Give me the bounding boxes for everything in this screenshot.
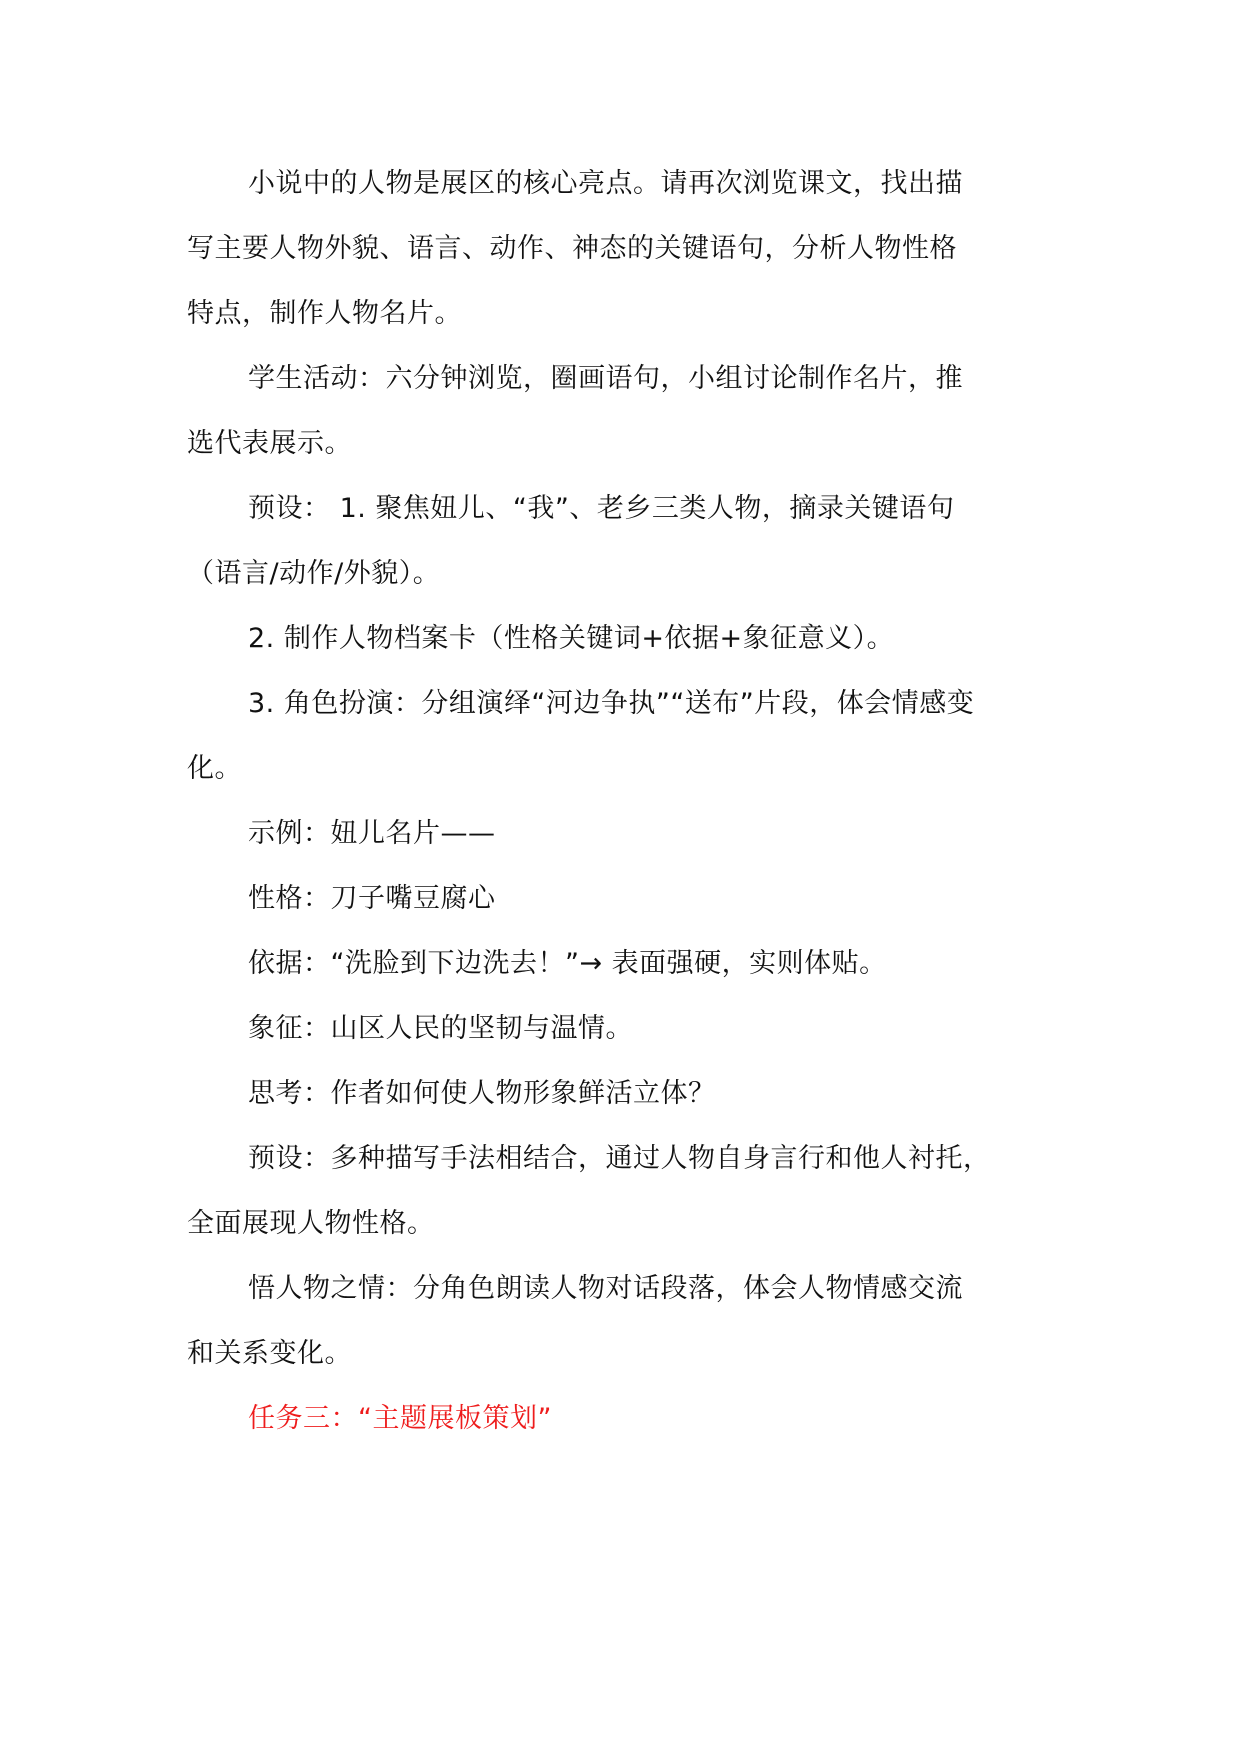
paragraph-line: 选代表展示。 [187, 428, 352, 459]
paragraph-line: （语言/动作/外貌）。 [187, 558, 441, 589]
paragraph-line: 特点，制作人物名片。 [187, 298, 462, 329]
paragraph-line: 预设： 1. 聚焦妞儿、“我”、老乡三类人物，摘录关键语句 [248, 493, 955, 524]
paragraph-line: 全面展现人物性格。 [187, 1208, 435, 1239]
paragraph-line: 性格：刀子嘴豆腐心 [248, 883, 496, 914]
paragraph-line: 3. 角色扮演：分组演绎“河边争执”“送布”片段，体会情感变 [248, 688, 975, 719]
paragraph-line: 象征：山区人民的坚韧与温情。 [248, 1013, 633, 1044]
section-heading: 任务三：“主题展板策划” [248, 1403, 552, 1434]
paragraph-line: 学生活动：六分钟浏览，圈画语句，小组讨论制作名片，推 [248, 363, 963, 394]
paragraph-line: 小说中的人物是展区的核心亮点。请再次浏览课文，找出描 [248, 168, 963, 199]
paragraph-line: 写主要人物外貌、语言、动作、神态的关键语句，分析人物性格 [187, 233, 957, 264]
paragraph-line: 思考：作者如何使人物形象鲜活立体？ [248, 1078, 716, 1109]
paragraph-line: 预设：多种描写手法相结合，通过人物自身言行和他人衬托， [248, 1143, 991, 1174]
paragraph-line: 化。 [187, 753, 242, 784]
paragraph-line: 2. 制作人物档案卡（性格关键词+依据+象征意义）。 [248, 623, 895, 654]
paragraph-line: 和关系变化。 [187, 1338, 352, 1369]
paragraph-line: 依据：“洗脸到下边洗去！”→ 表面强硬，实则体贴。 [248, 948, 887, 979]
paragraph-line: 悟人物之情：分角色朗读人物对话段落，体会人物情感交流 [248, 1273, 963, 1304]
paragraph-line: 示例：妞儿名片—— [248, 818, 496, 849]
